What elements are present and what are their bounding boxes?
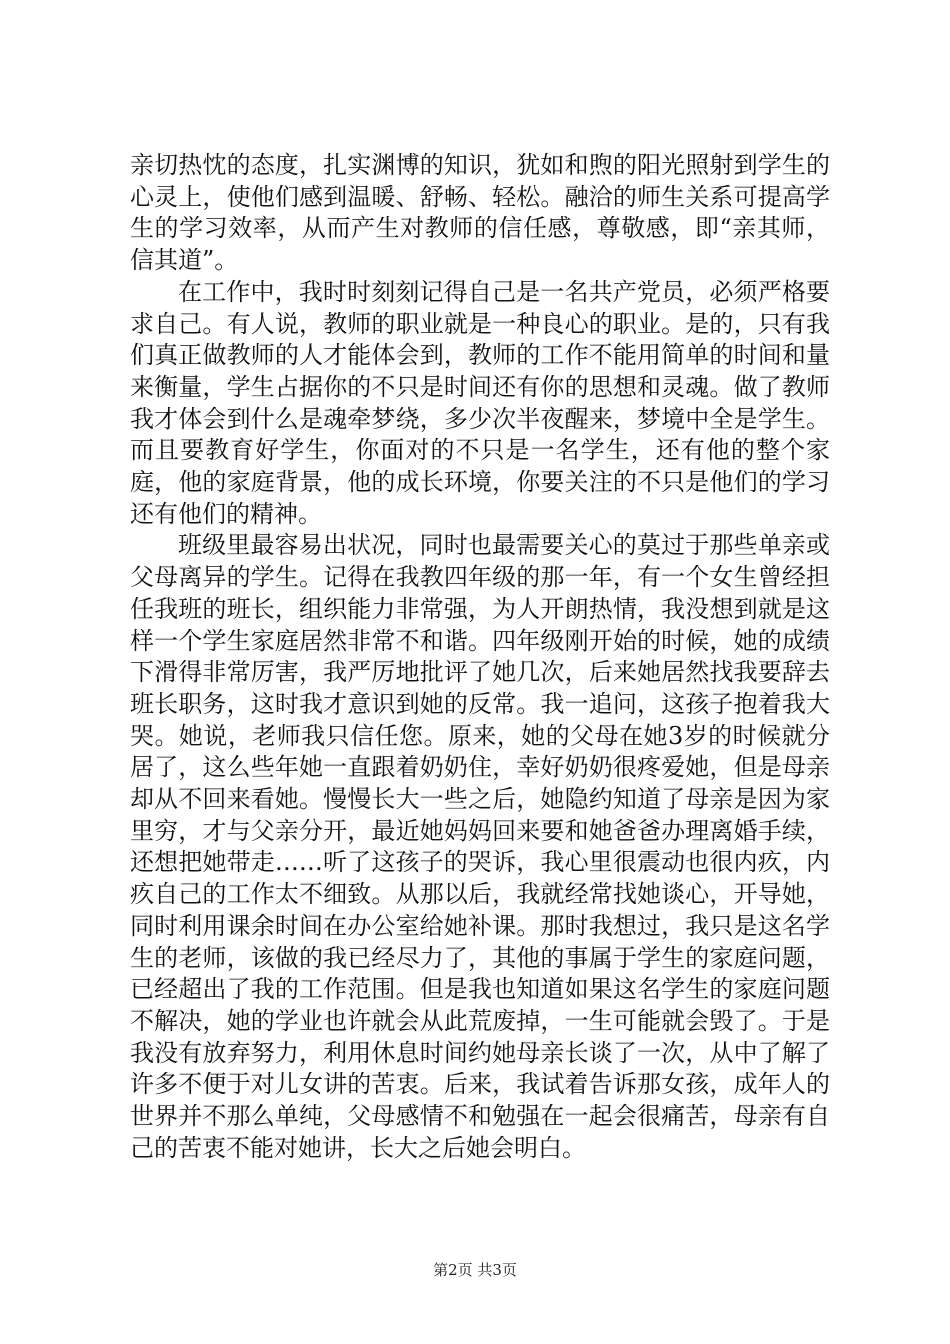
- document-body: [130, 150, 830, 1165]
- paragraph: 在工作中，我时时刻刻记得自己是一名共产党员，必须严格要求自己。有人说，教师的职业就是一种良心的职业。是的，只有我们真正做教师的人才能体会到，教师的工作不能用简单的时间和量来衡量，学生占据你的不只是时间还有你的思想和灵魂。做了教师我才体会到什么是魂牵梦绕，多少次半夜醒来，梦境中全是学生。而且要教育好学生，你面对的不只是一名学生，还有他的整个家庭，他的家庭背景，他的成长环境，你要关注的不只是他们的学习还有他们的精神。: [130, 277, 830, 528]
- paragraph-continued: 亲切热忱的态度，扎实渊博的知识，犹如和煦的阳光照射到学生的心灵上，使他们感到温暖、舒畅、轻松。融洽的师生关系可提高学生的学习效率，从而产生对教师的信任感，尊敬感，即“亲其师，信其道”。: [130, 151, 830, 275]
- page-footer: 第2页 共3页: [433, 1261, 517, 1279]
- paragraph: 班级里最容易出状况，同时也最需要关心的莫过于那些单亲或父母离异的学生。记得在我教四年级的那一年，有一个女生曾经担任我班的班长，组织能力非常强，为人开朗热情，我没想到就是这样一个学生家庭居然非常不和谐。四年级刚开始的时候，她的成绩下滑得非常厉害，我严厉地批评了她几次，后来她居然找我要辞去班长职务，这时我才意识到她的反常。我一追问，这孩子抱着我大哭。她说，老师我只信任您。原来，她的父母在她3岁的时候就分居了，这么些年她一直跟着奶奶住，幸好奶奶很疼爱她，但是母亲却从不回来看她。慢慢长大一些之后，她隐约知道了母亲是因为家里穷，才与父亲分开，最近她妈妈回来要和她爸爸办理离婚手续，还想把她带走……听了这孩子的哭诉，我心里很震动也很内疚，内疚自己的工作太不细致。从那以后，我就经常找她谈心，开导她，同时利用课余时间在办公室给她补课。那时我想过，我只是这名学生的老师，该做的我已经尽力了，其他的事属于学生的家庭问题，已经超出了我的工作范围。但是我也知道如果这名学生的家庭问题不解决，她的学业也许就会从此荒废掉，一生可能就会毁了。于是我没有放弃努力，利用休息时间约她母亲长谈了一次，从中了解了许多不便于对儿女讲的苦衷。后来，我试着告诉那女孩，成年人的世界并不那么单纯，父母感情不和勉强在一起会很痛苦，母亲有自己的苦衷不能对她讲，长大之后她会明白。: [130, 531, 830, 1162]
